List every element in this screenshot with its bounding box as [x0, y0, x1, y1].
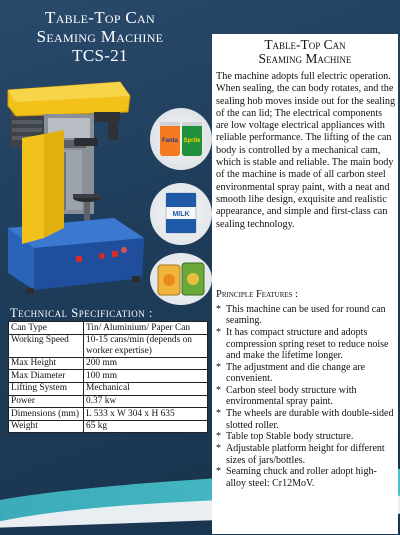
bullet-star-icon: *	[216, 327, 221, 339]
spec-key: Lifting System	[9, 382, 84, 395]
bullet-star-icon: *	[216, 304, 221, 315]
main-title-line2: Seaming Machine	[36, 27, 164, 46]
feature-item	[216, 385, 396, 408]
spec-row	[9, 334, 208, 357]
spec-key: Weight	[9, 420, 84, 433]
principle-heading: Principle Features :	[216, 289, 299, 300]
spec-table	[8, 321, 208, 433]
feature-item	[216, 304, 396, 327]
milk-can-image	[150, 183, 212, 245]
feature-item	[216, 466, 396, 489]
bullet-star-icon: *	[216, 443, 221, 455]
feature-item	[216, 408, 396, 431]
spec-key: Dimensions (mm)	[9, 408, 84, 421]
bullet-star-icon: *	[216, 431, 221, 443]
spec-row	[9, 382, 208, 395]
spec-row	[9, 357, 208, 370]
spec-row	[9, 420, 208, 433]
feature-text: This machine can be used for round can seaming.	[226, 304, 386, 327]
milk-can-label: MILK	[172, 211, 190, 218]
spec-row	[9, 370, 208, 383]
description-heading-line1: Table-Top Can	[264, 37, 346, 52]
feature-list	[216, 304, 396, 490]
spec-key: Max Diameter	[9, 370, 84, 383]
spec-value: Tin/ Aluminium/ Paper Can	[84, 322, 208, 335]
feature-item	[216, 362, 396, 385]
milk-can-graphic	[150, 183, 212, 245]
spec-row	[9, 322, 208, 335]
spec-value: 200 mm	[84, 357, 208, 370]
feature-text: Seaming chuck and roller adopt high-alloy steel: Cr12MoV.	[226, 466, 377, 489]
fruit-cans-image	[150, 253, 212, 305]
feature-text: Adjustable platform height for different sizes of jars/bottles.	[226, 443, 385, 466]
description-heading-line2: Seaming Machine	[258, 51, 352, 66]
feature-text: It has compact structure and adopts compression spring reset to reduce noise and make the lifetime longer.	[226, 327, 389, 362]
bullet-star-icon: *	[216, 361, 221, 373]
feature-text: The adjustment and die change are convenient.	[226, 361, 366, 385]
bullet-star-icon: *	[216, 408, 221, 420]
description-heading	[212, 38, 398, 66]
description-card	[212, 34, 398, 534]
feature-text: Table top Stable body structure.	[226, 431, 354, 443]
spec-key: Max Height	[9, 357, 84, 370]
feature-text: The wheels are durable with double-sided slotted roller.	[226, 408, 394, 431]
fruit-cans-graphic	[150, 253, 212, 305]
can-seaming-machine-image	[4, 78, 154, 303]
spec-key: Can Type	[9, 322, 84, 335]
fanta-can-label: Fanta	[161, 138, 179, 144]
spec-heading: Technical Specification :	[10, 306, 153, 320]
spec-value: 65 kg	[84, 420, 208, 433]
soda-cans-image	[150, 108, 212, 170]
main-title-line1: Table-Top Can	[45, 8, 155, 27]
main-title	[0, 8, 200, 65]
spec-row	[9, 408, 208, 421]
feature-item	[216, 327, 396, 361]
spec-value: 10-15 cans/min (depends on worker expertise)	[84, 334, 208, 357]
spec-value: 0.37 kw	[84, 395, 208, 408]
spec-row	[9, 395, 208, 408]
spec-key: Working Speed	[9, 334, 84, 357]
bullet-star-icon: *	[216, 385, 221, 397]
soda-cans-graphic	[150, 108, 212, 170]
feature-item	[216, 431, 396, 442]
feature-item	[216, 443, 396, 466]
spec-value: 100 mm	[84, 370, 208, 383]
bullet-star-icon: *	[216, 466, 221, 478]
main-title-line3: TCS-21	[72, 46, 128, 65]
feature-text: Carbon steel body structure with environmental spray paint.	[226, 385, 357, 408]
description-body: The machine adopts full electric operation. When sealing, the can body rotates, and the sealing hob moves inside out for the sealing of the can lid; The electrical components are low voltage electrical appliances with reliable performance. The lifting of the can body is controlled by a mechanical cam, which is stable and reliable. The main body of the machine is made of all carbon steel environmental spray paint, with a neat and smooth lihe design, exquisite and realistic appearance, and simple and first-class can sealing technology.	[216, 71, 396, 230]
spec-value: L 533 x W 304 x H 635	[84, 408, 208, 421]
spec-key: Power	[9, 395, 84, 408]
spec-value: Mechanical	[84, 382, 208, 395]
sprite-can-label: Sprite	[183, 138, 201, 144]
